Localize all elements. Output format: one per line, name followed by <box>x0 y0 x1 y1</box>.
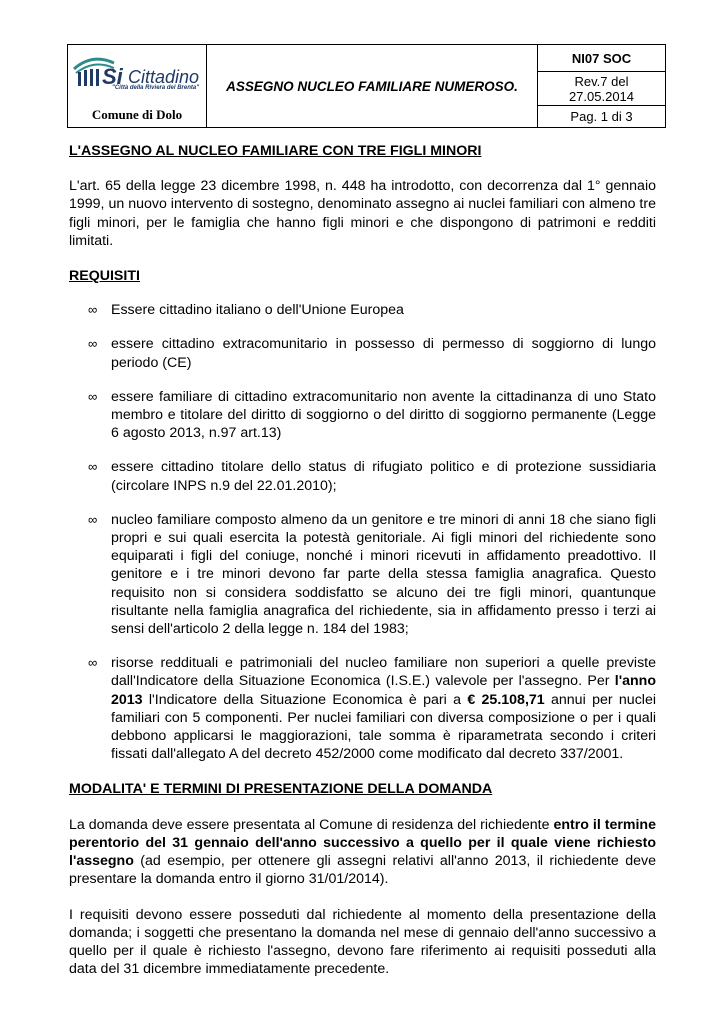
modalita-heading: MODALITA' E TERMINI DI PRESENTAZIONE DELLA DOMANDA <box>69 781 493 798</box>
logo-cittadino-text: Cittadino <box>128 67 200 87</box>
list-item: ∞ nucleo familiare composto almeno da un genitore e tre minori di anni 18 che siano figli propri e sui quali esercita la potestà genitoriale. Ai figli minori del richiedente sono equiparati i figli del coniuge, nonché i minori ricevuti in affidamento preadottivo. Il genitore e i tre minori devono far parte della stessa famiglia anagrafica. Questo requisito non si considera soddisfatto se alcuno dei tre figli minori, quantunque risultante nella famiglia anagrafica del richiedente, sia in affidamento presso i terzi ai sensi dell'articolo 2 della legge n. 184 del 1983; <box>88 511 656 638</box>
document-body <box>69 142 656 978</box>
list-item: ∞ risorse reddituali e patrimoniali del nucleo familiare non superiori a quelle previste dall'Indicatore della Situazione Economica (I.S.E.) valevole per l'assegno. Per l'anno 2013 l'Indicatore della Situazione Economica è pari a € 25.108,71 annui per nuclei familiari con 5 componenti. Per nuclei familiari con diversa composizione o per i quali debbono applicarsi le maggiorazioni, tale somma è riparametrata secondo i criteri fissati dall'allegato A del decreto 452/2000 come modificato dal decreto 337/2001. <box>88 655 656 763</box>
modalita-paragraph-2: I requisiti devono essere posseduti dal richiedente al momento della presentazione della domanda; i soggetti che presentano la domanda nel mese di gennaio dell'anno successivo a quello per il quale è richiesto l'assegno, devono fare riferimento ai requisiti posseduti alla data del 31 dicembre immediatamente precedente. <box>69 906 656 978</box>
document-title: ASSEGNO NUCLEO FAMILIARE NUMEROSO. <box>207 45 538 127</box>
document-meta <box>538 45 665 127</box>
page-number: Pag. 1 di 3 <box>570 109 633 124</box>
comune-name: Comune di Dolo <box>91 107 183 122</box>
intro-paragraph: L'art. 65 della legge 23 dicembre 1998, n. 448 ha introdotto, con decorrenza dal 1° gennaio 1999, un nuovo intervento di sostegno, denominato assegno ai nuclei familiari con almeno tre figli minori, per le famiglia che hanno figli minori e che dispongono di patrimoni e redditi limitati. <box>69 178 656 249</box>
requisiti-list <box>69 301 656 763</box>
logo-cell <box>68 45 207 127</box>
logo-tagline: "Città della Riviera del Brenta" <box>112 85 200 91</box>
document-header <box>67 44 666 128</box>
infinity-bullet-icon: ∞ <box>88 336 98 352</box>
infinity-bullet-icon: ∞ <box>88 459 98 475</box>
list-item: ∞ essere familiare di cittadino extracomunitario non avente la cittadinanza di uno Stato membro e titolare del diritto di soggiorno o del diritto di soggiorno permanente (Legge 6 agosto 2013, n.97 art.13) <box>88 388 656 442</box>
infinity-bullet-icon: ∞ <box>88 302 98 318</box>
infinity-bullet-icon: ∞ <box>88 388 98 404</box>
list-item: ∞ Essere cittadino italiano o dell'Unione Europea <box>88 302 404 319</box>
revision-line-2: 27.05.2014 <box>568 89 635 104</box>
list-item: ∞ essere cittadino extracomunitario in possesso di permesso di soggiorno di lungo periodo (CE) <box>88 336 656 371</box>
revision-info <box>538 72 665 106</box>
list-item: ∞ essere cittadino titolare dello status di rifugiato politico e di protezione sussidiaria (circolare INPS n.9 del 22.01.2010); <box>88 459 656 494</box>
modalita-paragraph-1: La domanda deve essere presentata al Comune di residenza del richiedente entro il termine perentorio del 31 gennaio dell'anno successivo a quello per il quale viene richiesto l'assegno (ad esempio, per ottenere gli assegni relativi all'anno 2013, il richiedente deve presentare la domanda entro il giorno 31/01/2014). <box>69 816 656 888</box>
logo-si-text: Si <box>102 64 123 89</box>
document-code: NI07 SOC <box>538 45 665 72</box>
revision-line-1: Rev.7 del <box>574 74 629 89</box>
infinity-bullet-icon: ∞ <box>88 511 98 527</box>
infinity-bullet-icon: ∞ <box>88 655 98 671</box>
main-heading: L'ASSEGNO AL NUCLEO FAMILIARE CON TRE FIGLI MINORI <box>69 143 482 159</box>
requisiti-heading: REQUISITI <box>69 268 140 285</box>
